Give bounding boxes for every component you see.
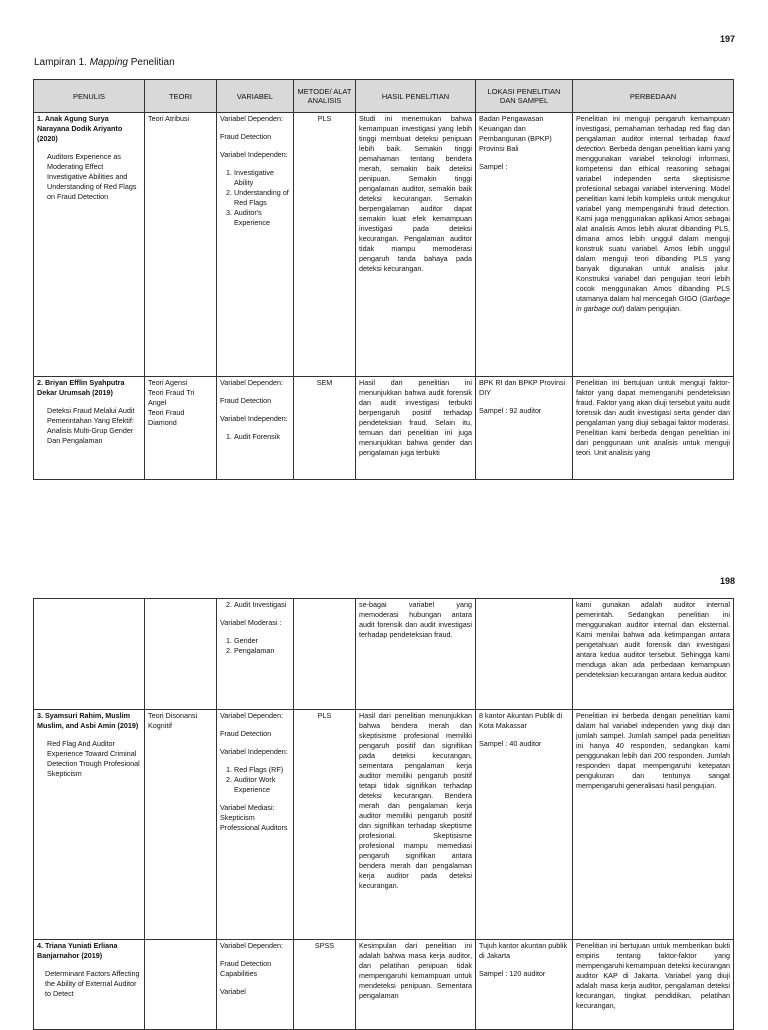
var-dep: Fraud Detection [220,729,272,738]
perbedaan-cell: Penelitian ini bertujuan untuk memberikan bukti empiris tentang faktor-faktor yang mempengaruhi kemampuan deteksi kecurangan auditor KAP di Jakarta. Variabel yang diuji adalah masa kerja auditor, pengalaman deteksi kecurangan, tingkat pendidikan, pelatihan kecurangan, [573,940,734,1030]
var-indep-list [220,432,290,442]
penulis-cell [34,113,145,377]
header-metode: METODE/ ALAT ANALISIS [294,80,356,113]
perbedaan-cell: Penelitian ini bertujuan untuk menguji faktor-faktor yang dapat memengaruhi pendeteksian fraud. Faktor yang akan diuji tersebut yaitu audit forensik dan audit investigasi serta gender dan pengalaman yang diuji sebagai faktor moderasi. Penelitian kami berbeda dengan penelitian ini dari penggunaan unit analisis untuk menguji teori. Unit analisis yang [573,377,734,480]
perbedaan-cell: Penelitian ini berbeda dengan penelitian kami dalam hal variabel independen yang diuji dan jumlah sampel. Jumlah sampel pada penelitian ini hanya 40 responden, sedangkan kami penggunakan lebih dari 200 responden. Jumlah responden dapat mempengaruhi ketepatan pengukuran dan tentunya sangat mempengaruhi generalisasi hasil pengujian. [573,710,734,940]
var-med-label: Variabel Mediasi: [220,803,275,812]
teori-item: Teori Fraud Diamond [148,408,185,427]
teori-cell [145,940,217,1030]
paper-title: Red Flag And Auditor Experience Toward Criminal Detection Trough Profesional Skepticism [47,739,140,778]
caption-italic: Mapping [89,57,128,68]
sampel: Sampel : 92 auditor [479,406,542,415]
hasil-cell: Hasil dari penelitian ini menunjukkan bahwa audit forensik dan audit investigasi terbukti berpengaruh positif terhadap pendeteksian fraud. Selain itu, temuan dari penelitian ini juga menunjukkan bahwa gender dan pengalaman juga terbukti [356,377,476,480]
perbedaan-cell: kami gunakan adalah auditor internal pemerintah. Sedangkan penelitian ini menggunakan auditor internal dan eksternal. Kami menilai bahwa ada ketimpangan antara pengetahuan audit forensik dan investigasi antara kedua auditor tersebut. Sehingga kami menduga akan ada perbedaan kemampuan pendeteksian kecurangan antara kedua auditor. [573,599,734,710]
perbedaan-cell [573,113,734,377]
var-dep: Fraud Detection [220,132,272,141]
sampel: Sampel : 120 auditor [479,969,546,978]
teori-cell: Teori Atribusi [145,113,217,377]
lokasi: Badan Pengawasan Keuangan dan Pembangunan (BPKP) Provinsi Bali [479,114,552,153]
perbedaan-text: ) dalam pengujian. [621,304,682,313]
var-indep-list [220,600,290,610]
table-row [34,940,734,1030]
page-caption [34,57,175,68]
perbedaan-text: Penelitian ini menguji pengaruh kemampuan investigasi, pemahaman terhadap red flag dan pengalaman auditor internal terhadap [576,114,730,143]
caption-prefix: Lampiran 1. [34,57,87,68]
lokasi-cell [476,599,573,710]
var-dep: Fraud Detection [220,396,272,405]
var-dep-label: Variabel Dependen: [220,711,284,720]
var-indep-label: Variabel Independen: [220,150,288,159]
perbedaan-italic: Garbage in garbage out [576,294,730,313]
author: 1. Anak Agung Surya Narayana Dodik Ariyanto (2020) [37,114,123,143]
var-mod-label: Variabel Moderasi : [220,618,282,627]
teori-cell [145,377,217,480]
teori-item: Teori Fraud Tri Angel [148,388,195,407]
var-indep-list [220,168,290,228]
author: 2. Briyan Efflin Syahputra Dekar Urumsah (2019) [37,378,125,397]
metode-cell: SEM [294,377,356,480]
paper-title: Deteksi Fraud Melalui Audit Pemerintahan Yang Efektif: Analisis Multi-Grup Gender Dan Pengalaman [47,406,135,445]
header-perbedaan: PERBEDAAN [573,80,734,113]
penulis-cell [34,710,145,940]
var-dep: Fraud Detection Capabilities [220,959,272,978]
lokasi-cell [476,940,573,1030]
lokasi: 8 kantor Akuntan Publik di Kota Makassar [479,711,563,730]
header-variabel: VARIABEL [217,80,294,113]
variabel-cell [217,113,294,377]
header-teori: TEORI [145,80,217,113]
mapping-table-page2 [33,598,734,1030]
lokasi: Tujuh kantor akuntan publik di Jakarta [479,941,568,960]
page-number: 198 [720,576,736,586]
list-item: 1. Investigative Ability [234,168,290,188]
page-number: 197 [720,34,736,44]
metode-cell: PLS [294,113,356,377]
list-item: 2. Pengalaman [234,646,290,656]
hasil-cell: Kesimpulan dari penelitian ini adalah bahwa masa kerja auditor, dan pelatihan penipuan tidak mempengaruhi kemampuan untuk mendeteksi penipuan. Sementara pengalaman [356,940,476,1030]
hasil-cell: Hasil dari penelitian menunjukkan bahwa bendera merah dan skeptisisme profesional memiliki pengaruh positif dan signifikan pada deteksi kecurangan, sementara pengalaman kerja auditor memiliki pengaruh positif tetapi tidak signifikan terhadap deteksi kecurangan. Bendera merah dan pengalaman kerja auditor memiliki pengaruh positif dan signifikan terhadap skeptisme profesional. Skeptisisme profesional mampu memediasi pengaruh signifikan antara bendera merah dan pengalaman kerja auditor pada deteksi kecurangan. [356,710,476,940]
list-item: 3. Auditor's Experience [234,208,290,228]
variabel-cell [217,940,294,1030]
var-med: Skepticism Professional Auditors [220,813,288,832]
metode-cell: PLS [294,710,356,940]
hasil-cell: se-bagai variabel yang memoderasi hubungan antara audit forensik dan audit investigasi terhadap pendeteksian fraud. [356,599,476,710]
var-dep-label: Variabel Dependen: [220,941,284,950]
author: 3. Syamsuri Rahim, Muslim Muslim, and Asbi Amin (2019) [37,711,139,730]
var-indep-list [220,765,290,795]
list-item: 2. Auditor Work Experience [234,775,290,795]
mapping-table-page1 [33,79,734,480]
lokasi-cell [476,377,573,480]
teori-item: Teori Agensi [148,378,188,387]
table-row [34,377,734,480]
list-item: 1. Red Flags (RF) [234,765,290,775]
variabel-cell [217,599,294,710]
list-item: 2. Audit Investigasi [234,600,290,610]
var-dep-label: Variabel Dependen: [220,378,284,387]
var-dep-label: Variabel Dependen: [220,114,284,123]
variabel-cell [217,377,294,480]
metode-cell: SPSS [294,940,356,1030]
penulis-cell [34,377,145,480]
list-item: 2. Understanding of Red Flags [234,188,290,208]
var-indep-label: Variabel Independen: [220,414,288,423]
header-penulis: PENULIS [34,80,145,113]
teori-cell: Teori Disonansi Kognitif [145,710,217,940]
teori-cell [145,599,217,710]
hasil-cell: Studi ini menemukan bahwa kemampuan investigasi yang lebih tinggi membuat deteksi penipuan lebih baik. Semakin tinggi pemahaman tentang bendera merah, semakin baik deteksi penipuan. Semakin tinggi pengalaman auditor, semakin baik deteksi kecurangan. Semakin berpengalaman auditor dapat semakin kuat efek kemampuan investigasi pada deteksi kecurangan. Pengalaman auditor tidak mampu memoderasi pengaruh tanda bahaya pada deteksi kecurangan. [356,113,476,377]
author: 4. Triana Yuniati Erliana Banjarnahor (2019) [37,941,118,960]
paper-title: Determinant Factors Affecting the Ability of External Auditor to Detect [45,969,140,998]
sampel: Sampel : [479,162,508,171]
var-mod-list [220,636,290,656]
lokasi: BPK RI dan BPKP Provinsi DIY [479,378,566,397]
lokasi-cell [476,113,573,377]
metode-cell [294,599,356,710]
table-row [34,113,734,377]
caption-suffix: Penelitian [130,57,175,68]
header-row [34,80,734,113]
sampel: Sampel : 40 auditor [479,739,542,748]
penulis-cell [34,940,145,1030]
list-item: 1. Gender [234,636,290,646]
var-indep-label: Variabel Independen: [220,747,288,756]
penulis-cell [34,599,145,710]
list-item: 1. Audit Forensik [234,432,290,442]
table-row [34,710,734,940]
variabel-cell [217,710,294,940]
var-indep-label: Variabel [220,987,246,996]
header-lokasi: LOKASI PENELITIAN DAN SAMPEL [476,80,573,113]
header-hasil: HASIL PENELITIAN [356,80,476,113]
perbedaan-italic: fraud detection. [576,134,730,153]
lokasi-cell [476,710,573,940]
paper-title: Auditors Experience as Moderating Effect Investigative Abilities and Understanding of Red Flags on Fraud Detection [47,152,137,201]
table-row [34,599,734,710]
perbedaan-text: Berbeda dengan penelitian kami yang menggunakan variabel teknologi informasi, kompetensi dan ethical reasoning sebagai variabel independen serta skeptisisme profesional sebagai variabel intervening. Model penelitian kami lebih kompleks untuk mengukur variabel yang mempengaruhi fraud detection. Kami juga menggunakan aplikasi Amos sebagai alat analisis Amos lebih akurat dibanding PLS, dimana amos lebih unggul dalam menguji konstruk suatu variabel. Amos lebih unggul dalam menguji teori dibanding PLS yang banyak digunakan untuk analisis jalur. Konstruksi variabel dari pengujian teori lebih cocok menggunakan Amos dibanding PLS utamanya dalam hal mencegah GIGO ( [576,144,730,303]
